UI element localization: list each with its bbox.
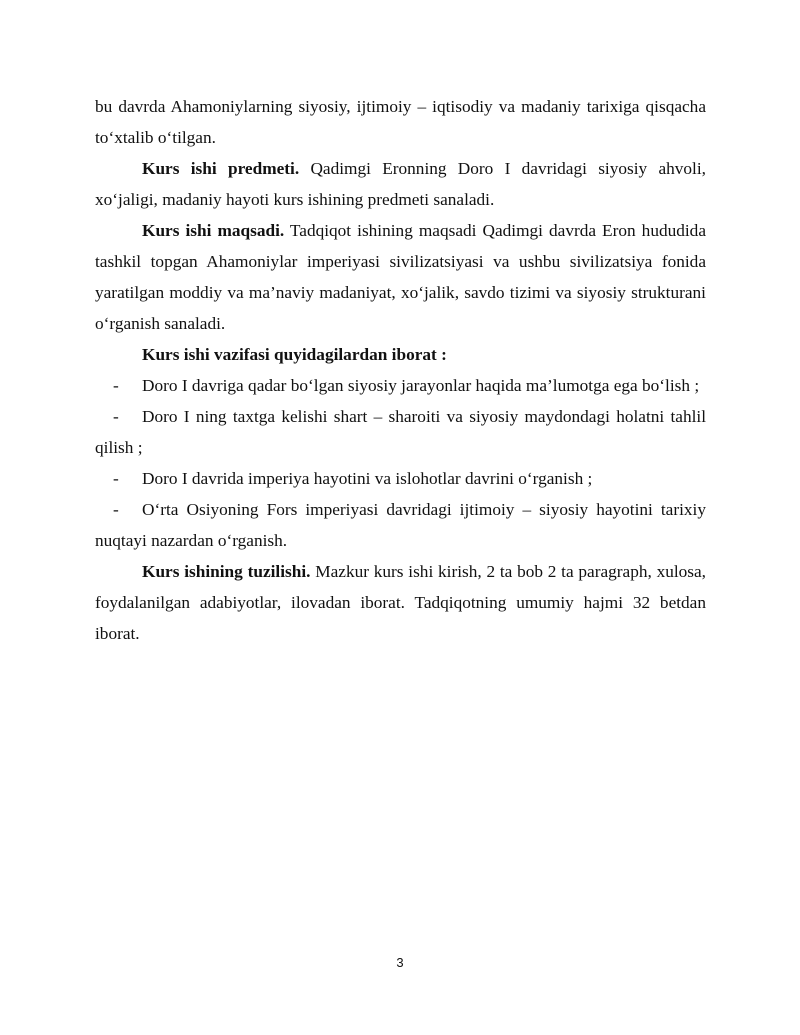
task-item-2 [95,401,706,463]
list-marker: - [113,500,119,519]
goal-paragraph [95,215,706,339]
task-text: Doro I ning taxtga kelishi shart – sharoiti va siyosiy maydondagi holatni tahlil qilish ; [95,407,706,457]
document-page [95,91,706,649]
structure-text: Mazkur kurs ishi kirish, 2 ta bob 2 ta paragraph, xulosa, foydalanilgan adabiyotlar, ilovadan iborat. Tadqiqotning umumiy hajmi 32 betdan iborat. [95,562,707,643]
structure-label: Kurs ishining tuzilishi. [142,562,311,581]
task-text: Doro I davriga qadar bo‘lgan siyosiy jarayonlar haqida ma’lumotga ega bo‘lish ; [142,376,700,395]
task-item-1 [95,370,706,401]
subject-paragraph [95,153,706,215]
goal-text: Tadqiqot ishining maqsadi Qadimgi davrda Eron hududida tashkil topgan Ahamoniylar imperiyasi sivilizatsiyasi va ushbu sivilizatsiya fonida yaratilgan moddiy va ma’naviy madaniyat, xo‘jalik, savdo tizimi va siyosiy strukturani o‘rganish sanaladi. [95,221,706,333]
subject-label: Kurs ishi predmeti. [142,159,300,178]
list-marker: - [113,407,119,426]
task-item-3 [95,463,706,494]
task-text: O‘rta Osiyoning Fors imperiyasi davridagi ijtimoiy – siyosiy hayotini tarixiy nuqtayi nazardan o‘rganish. [95,500,706,550]
structure-paragraph [95,556,706,649]
subject-text: Qadimgi Eronning Doro I davridagi siyosiy ahvoli, xo‘jaligi, madaniy hayoti kurs ishining predmeti sanaladi. [95,159,706,209]
intro-paragraph: bu davrda Ahamoniylarning siyosiy, ijtimoiy – iqtisodiy va madaniy tarixiga qisqacha to‘xtalib o‘tilgan. [95,97,706,147]
tasks-heading: Kurs ishi vazifasi quyidagilardan iborat : [142,345,447,364]
task-text: Doro I davrida imperiya hayotini va islohotlar davrini o‘rganish ; [142,469,593,488]
task-item-4 [95,494,706,556]
list-marker: - [113,469,119,488]
page-number: 3 [396,955,404,970]
list-marker: - [113,376,119,395]
goal-label: Kurs ishi maqsadi. [142,221,285,240]
